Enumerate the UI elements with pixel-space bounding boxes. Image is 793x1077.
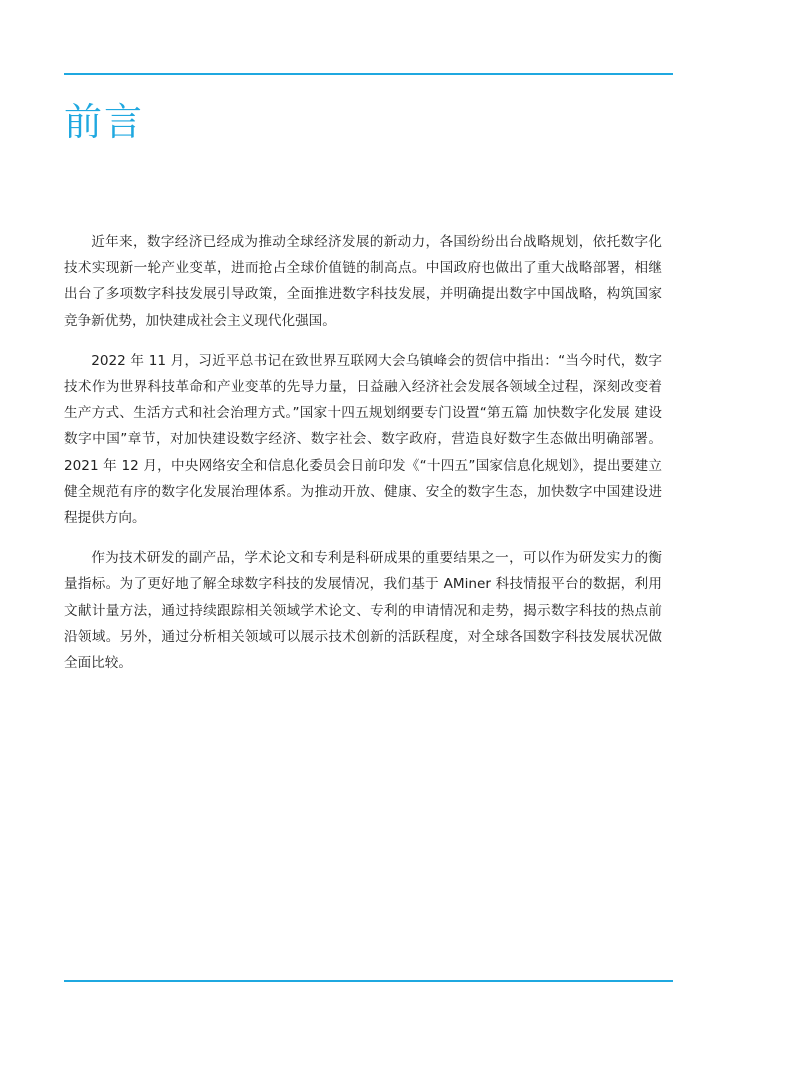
page-title: 前言 [64,100,145,144]
paragraph-1: 近年来，数字经济已经成为推动全球经济发展的新动力，各国纷纷出台战略规划，依托数字化技术实现新一轮产业变革，进而抢占全球价值链的制高点。中国政府也做出了重大战略部署，相继出台了多项数字科技发展引导政策，全面推进数字科技发展，并明确提出数字中国战略，构筑国家竞争新优势，加快建成社会主义现代化强国。 [64,234,662,329]
preface-body [64,229,662,690]
paragraph-2: 2022 年 11 月，习近平总书记在致世界互联网大会乌镇峰会的贺信中指出：“当今时代，数字技术作为世界科技革命和产业变革的先导力量，日益融入经济社会发展各领域全过程，深刻改变着生产方式、生活方式和社会治理方式。”国家十四五规划纲要专门设置“第五篇 加快数字化发展 建设数字中国”章节，对加快建设数字经济、数字社会、数字政府，营造良好数字生态做出明确部署。2021 年 12 月，中央网络安全和信息化委员会日前印发《“十四五”国家信息化规划》，提出要建立健全规范有序的数字化发展治理体系。为推动开放、健康、安全的数字生态，加快数字中国建设进程提供方向。 [64,352,662,527]
top-divider [64,73,673,75]
bottom-divider [64,980,673,982]
paragraph-3: 作为技术研发的副产品，学术论文和专利是科研成果的重要结果之一，可以作为研发实力的衡量指标。为了更好地了解全球数字科技的发展情况，我们基于 AMiner 科技情报平台的数据，利用文献计量方法，通过持续跟踪相关领域学术论文、专利的申请情况和走势，揭示数字科技的热点前沿领域。另外，通过分析相关领域可以展示技术创新的活跃程度，对全球各国数字科技发展状况做全面比较。 [64,550,662,672]
